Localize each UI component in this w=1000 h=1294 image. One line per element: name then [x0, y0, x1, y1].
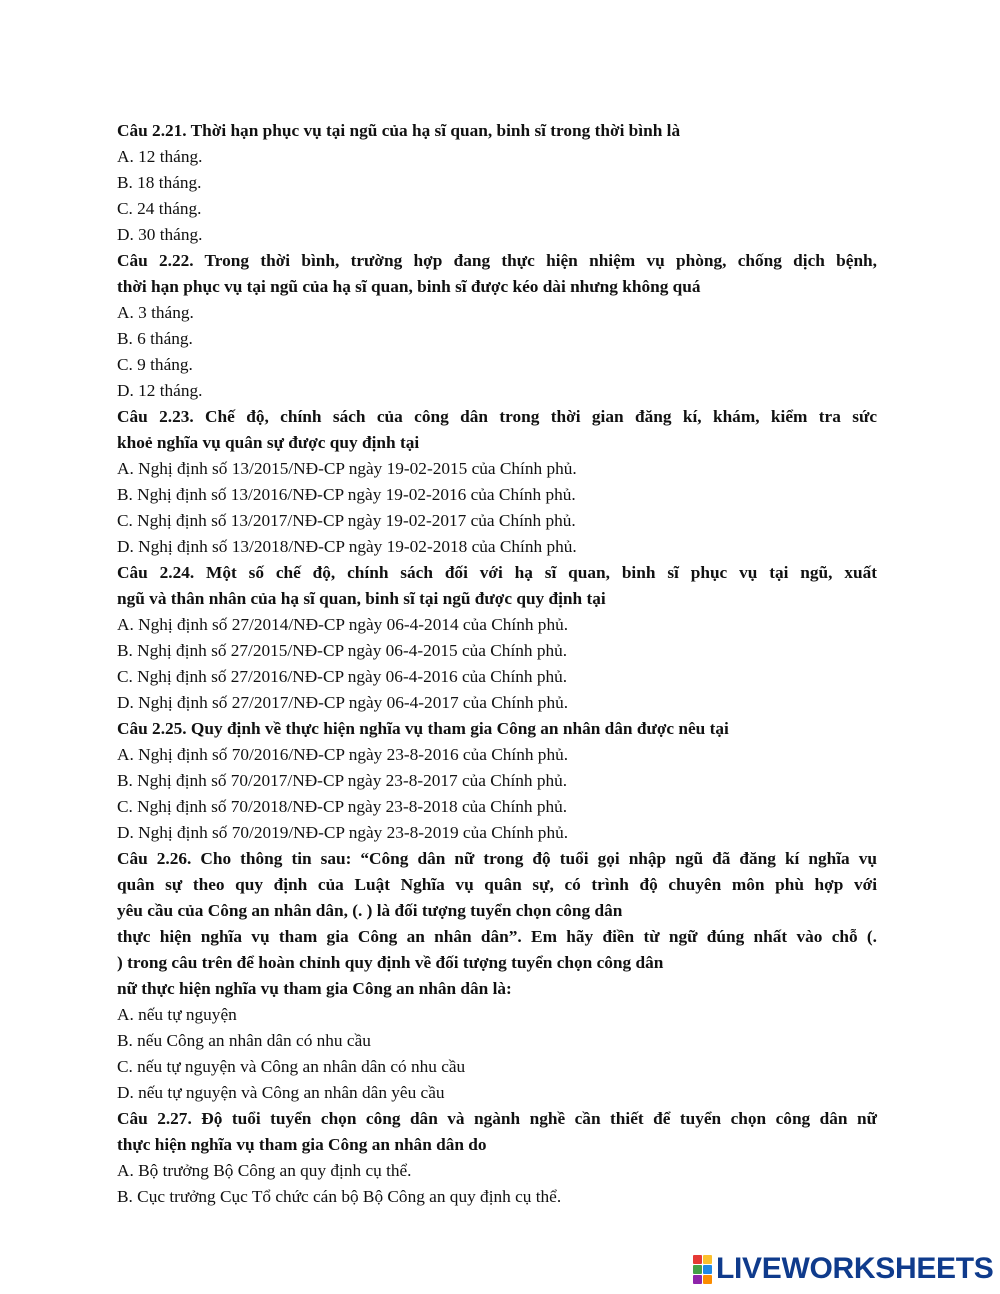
- answer-option[interactable]: B. Cục trưởng Cục Tổ chức cán bộ Bộ Công an quy định cụ thể.: [117, 1187, 562, 1206]
- logo-blocks-icon: [693, 1255, 712, 1284]
- question-list: [117, 118, 877, 1210]
- question-line: ) trong câu trên để hoàn chỉnh quy định về đối tượng tuyển chọn công dân: [117, 953, 664, 972]
- question-text: [117, 118, 877, 144]
- question-text: [117, 560, 877, 612]
- answer-option[interactable]: A. 12 tháng.: [117, 147, 203, 166]
- question-line: thực hiện nghĩa vụ tham gia Công an nhân dân do: [117, 1135, 487, 1154]
- answer-option[interactable]: A. Bộ trưởng Bộ Công an quy định cụ thể.: [117, 1161, 412, 1180]
- answer-option[interactable]: C. 24 tháng.: [117, 199, 202, 218]
- question-line: Câu 2.25. Quy định về thực hiện nghĩa vụ tham gia Công an nhân dân được nêu tại: [117, 719, 729, 738]
- answer-option[interactable]: B. Nghị định số 27/2015/NĐ-CP ngày 06-4-2015 của Chính phủ.: [117, 641, 568, 660]
- answer-option[interactable]: D. 30 tháng.: [117, 225, 203, 244]
- question-text: [117, 404, 877, 456]
- question-line: khoẻ nghĩa vụ quân sự được quy định tại: [117, 433, 420, 452]
- answer-option[interactable]: B. 18 tháng.: [117, 173, 202, 192]
- question-text: [117, 248, 877, 300]
- liveworksheets-logo: [693, 1253, 994, 1285]
- logo-block: [693, 1265, 702, 1274]
- answer-option[interactable]: A. Nghị định số 27/2014/NĐ-CP ngày 06-4-2014 của Chính phủ.: [117, 615, 569, 634]
- answer-option[interactable]: A. Nghị định số 13/2015/NĐ-CP ngày 19-02-2015 của Chính phủ.: [117, 459, 577, 478]
- answer-option[interactable]: B. Nghị định số 70/2017/NĐ-CP ngày 23-8-2017 của Chính phủ.: [117, 771, 568, 790]
- logo-block: [693, 1275, 702, 1284]
- question-line: Câu 2.21. Thời hạn phục vụ tại ngũ của hạ sĩ quan, binh sĩ trong thời bình là: [117, 121, 681, 140]
- answer-option[interactable]: D. Nghị định số 70/2019/NĐ-CP ngày 23-8-2019 của Chính phủ.: [117, 823, 569, 842]
- logo-block: [703, 1255, 712, 1264]
- answer-option[interactable]: D. Nghị định số 13/2018/NĐ-CP ngày 19-02-2018 của Chính phủ.: [117, 537, 577, 556]
- answer-option[interactable]: C. 9 tháng.: [117, 355, 193, 374]
- logo-block: [693, 1255, 702, 1264]
- question-line: thực hiện nghĩa vụ tham gia Công an nhân dân”. Em hãy điền từ ngữ đúng nhất vào chỗ (.: [117, 927, 877, 946]
- question-text: [117, 1106, 877, 1158]
- question-block: [117, 560, 877, 716]
- answer-option[interactable]: C. nếu tự nguyện và Công an nhân dân có nhu cầu: [117, 1057, 466, 1076]
- answer-option[interactable]: C. Nghị định số 27/2016/NĐ-CP ngày 06-4-2016 của Chính phủ.: [117, 667, 568, 686]
- logo-block: [703, 1265, 712, 1274]
- logo-block: [703, 1275, 712, 1284]
- answer-option[interactable]: A. 3 tháng.: [117, 303, 194, 322]
- question-block: [117, 846, 877, 1106]
- question-block: [117, 118, 877, 248]
- question-text: [117, 846, 877, 1002]
- answer-option[interactable]: B. nếu Công an nhân dân có nhu cầu: [117, 1031, 371, 1050]
- question-line: Câu 2.23. Chế độ, chính sách của công dân trong thời gian đăng kí, khám, kiểm tra sức: [117, 407, 877, 426]
- answer-option[interactable]: A. Nghị định số 70/2016/NĐ-CP ngày 23-8-2016 của Chính phủ.: [117, 745, 569, 764]
- answer-option[interactable]: C. Nghị định số 13/2017/NĐ-CP ngày 19-02-2017 của Chính phủ.: [117, 511, 576, 530]
- answer-option[interactable]: C. Nghị định số 70/2018/NĐ-CP ngày 23-8-2018 của Chính phủ.: [117, 797, 568, 816]
- question-line: ngũ và thân nhân của hạ sĩ quan, binh sĩ tại ngũ được quy định tại: [117, 589, 606, 608]
- answer-option[interactable]: B. Nghị định số 13/2016/NĐ-CP ngày 19-02-2016 của Chính phủ.: [117, 485, 576, 504]
- answer-option[interactable]: D. nếu tự nguyện và Công an nhân dân yêu cầu: [117, 1083, 445, 1102]
- question-line: Câu 2.24. Một số chế độ, chính sách đối với hạ sĩ quan, binh sĩ phục vụ tại ngũ, xuất: [117, 563, 877, 582]
- question-block: [117, 716, 877, 846]
- question-line: Câu 2.27. Độ tuổi tuyển chọn công dân và ngành nghề cần thiết để tuyển chọn công dân nữ: [117, 1109, 877, 1128]
- question-block: [117, 1106, 877, 1210]
- logo-text: LIVEWORKSHEETS: [716, 1252, 994, 1285]
- answer-option[interactable]: B. 6 tháng.: [117, 329, 193, 348]
- answer-option[interactable]: D. Nghị định số 27/2017/NĐ-CP ngày 06-4-2017 của Chính phủ.: [117, 693, 569, 712]
- answer-option[interactable]: A. nếu tự nguyện: [117, 1005, 237, 1024]
- question-line: nữ thực hiện nghĩa vụ tham gia Công an nhân dân là:: [117, 979, 512, 998]
- question-block: [117, 248, 877, 404]
- question-line: Câu 2.26. Cho thông tin sau: “Công dân nữ trong độ tuổi gọi nhập ngũ đã đăng kí nghĩa vụ: [117, 849, 877, 868]
- question-line: thời hạn phục vụ tại ngũ của hạ sĩ quan, binh sĩ được kéo dài nhưng không quá: [117, 277, 701, 296]
- question-line: Câu 2.22. Trong thời bình, trường hợp đang thực hiện nhiệm vụ phòng, chống dịch bệnh,: [117, 251, 877, 270]
- question-line: quân sự theo quy định của Luật Nghĩa vụ quân sự, có trình độ chuyên môn phù hợp với: [117, 875, 877, 894]
- question-line: yêu cầu của Công an nhân dân, (. ) là đối tượng tuyển chọn công dân: [117, 901, 623, 920]
- answer-option[interactable]: D. 12 tháng.: [117, 381, 203, 400]
- question-text: [117, 716, 877, 742]
- question-block: [117, 404, 877, 560]
